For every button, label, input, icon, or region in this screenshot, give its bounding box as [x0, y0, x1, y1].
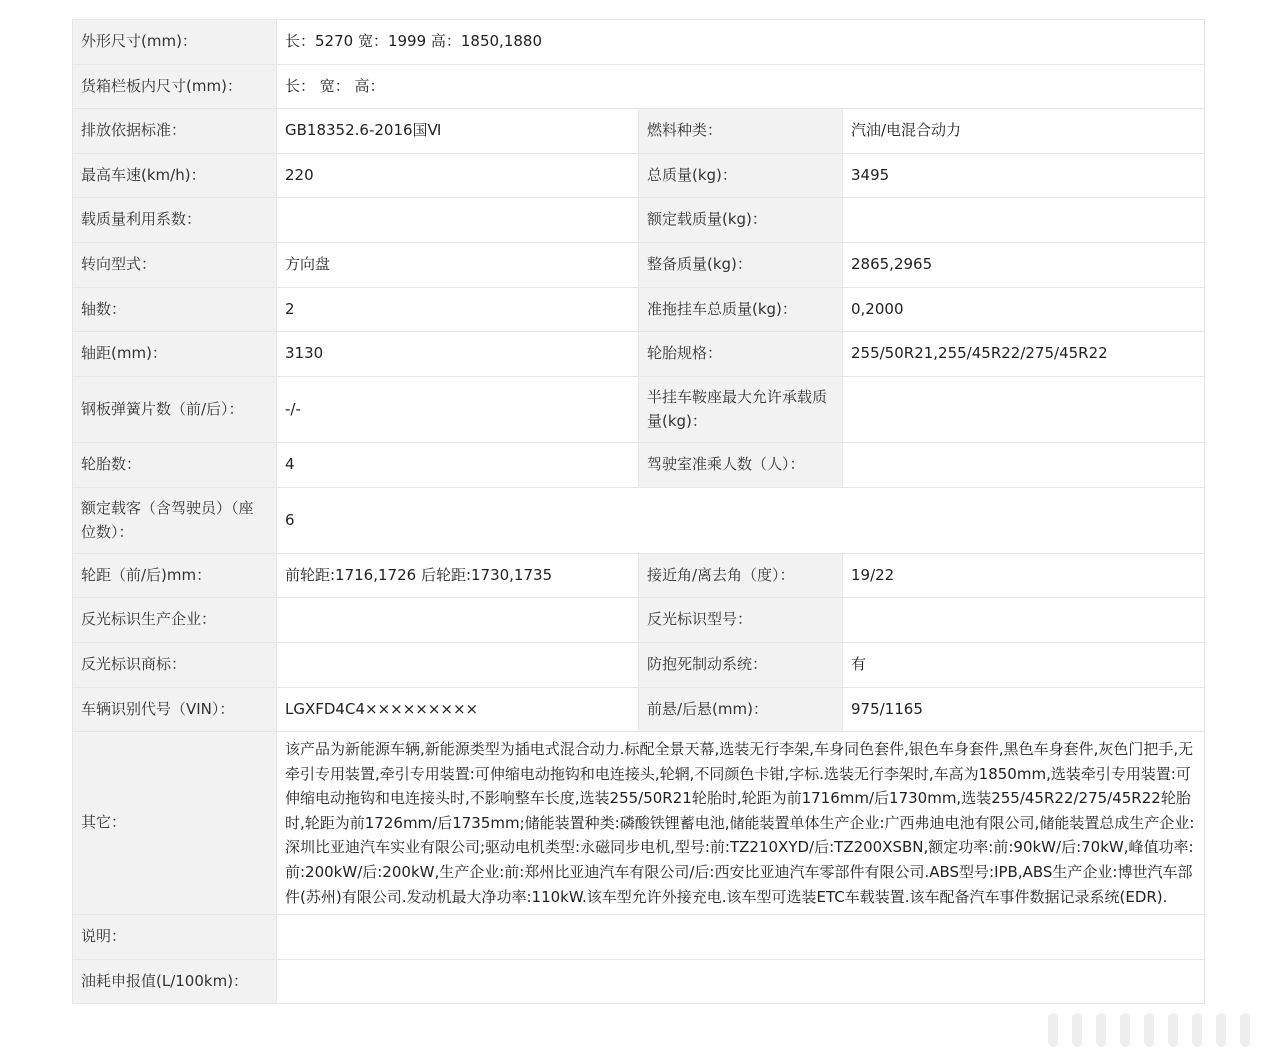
value-other: 该产品为新能源车辆,新能源类型为插电式混合动力.标配全景天幕,选装无行李架,车身同色套件,银色车身套件,黑色车身套件,灰色门把手,无牵引专用装置,牵引专用装置:可伸缩电动拖钩和电连接头,轮辋,不同颜色卡钳,字标.选装无行李架时,车高为1850mm,选装牵引专用装置:可伸缩电动拖钩和电连接头时,不影响整车长度,选装255/50R21轮胎时,轮距为前1716mm/后1730mm,选装255/45R22/275/45R22轮胎时,轮距为前1726mm/后1735mm;储能装置种类:磷酸铁锂蓄电池,储能装置单体生产企业:广西弗迪电池有限公司,储能装置总成生产企业:深圳比亚迪汽车实业有限公司;驱动电机类型:永磁同步电机,型号:前:TZ210XYD/后:TZ200XSBN,额定功率:前:90kW/后:70kW,峰值功率:前:200kW/后:200kW,生产企业:前:郑州比亚迪汽车有限公司/后:西安比亚迪汽车零部件有限公司.ABS型号:IPB,ABS生产企业:博世汽车部件(苏州)有限公司.发动机最大净功率:110kW.该车型允许外接充电.该车型可选装ETC车载装置.该车配备汽车事件数据记录系统(EDR).	[277, 732, 1205, 915]
label-cab-occupants: 驾驶室准乘人数（人）：	[639, 442, 843, 487]
watermark-bar-icon	[1144, 1013, 1154, 1047]
label-reflective-brand: 反光标识商标：	[73, 642, 277, 687]
value-fuel-type: 汽油/电混合动力	[843, 109, 1205, 154]
value-cargo-box-dimensions: 长： 宽： 高：	[277, 64, 1205, 109]
value-emission-standard: GB18352.6-2016国Ⅵ	[277, 109, 639, 154]
value-dimensions: 长：5270 宽：1999 高：1850,1880	[277, 20, 1205, 65]
value-remarks	[277, 915, 1205, 960]
value-saddle-load	[843, 376, 1205, 442]
label-abs: 防抱死制动系统：	[639, 642, 843, 687]
label-load-coefficient: 载质量利用系数：	[73, 198, 277, 243]
label-approach-departure-angle: 接近角/离去角（度）：	[639, 553, 843, 598]
label-other: 其它：	[73, 732, 277, 915]
label-steering-type: 转向型式：	[73, 242, 277, 287]
value-wheelbase: 3130	[277, 332, 639, 377]
row-load-coefficient	[73, 198, 1205, 243]
row-emission-fuel	[73, 109, 1205, 154]
label-tire-count: 轮胎数：	[73, 442, 277, 487]
watermark-bar-icon	[1048, 1013, 1058, 1047]
value-track-width: 前轮距:1716,1726 后轮距:1730,1735	[277, 553, 639, 598]
row-reflective-maker	[73, 598, 1205, 643]
value-vin: LGXFD4C4×××××××××	[277, 687, 639, 732]
label-track-width: 轮距（前/后)mm：	[73, 553, 277, 598]
watermark-bar-icon	[1168, 1013, 1178, 1047]
row-tire-count-cab	[73, 442, 1205, 487]
row-axles-trailer	[73, 287, 1205, 332]
value-approach-departure-angle: 19/22	[843, 553, 1205, 598]
watermark-bar-icon	[1240, 1013, 1250, 1047]
value-load-coefficient	[277, 198, 639, 243]
label-dimensions: 外形尺寸(mm)：	[73, 20, 277, 65]
label-emission-standard: 排放依据标准：	[73, 109, 277, 154]
watermark-bar-icon	[1216, 1013, 1226, 1047]
label-curb-mass: 整备质量(kg)：	[639, 242, 843, 287]
value-reflective-brand	[277, 642, 639, 687]
vehicle-spec-table	[72, 19, 1205, 1004]
value-trailer-mass: 0,2000	[843, 287, 1205, 332]
label-remarks: 说明：	[73, 915, 277, 960]
value-cab-occupants	[843, 442, 1205, 487]
value-curb-mass: 2865,2965	[843, 242, 1205, 287]
row-cargo-box-dimensions	[73, 64, 1205, 109]
row-track-angles	[73, 553, 1205, 598]
value-fuel-consumption	[277, 959, 1205, 1004]
label-vin: 车辆识别代号（VIN）：	[73, 687, 277, 732]
label-fuel-consumption: 油耗申报值(L/100km)：	[73, 959, 277, 1004]
label-overhang: 前悬/后悬(mm)：	[639, 687, 843, 732]
value-steering-type: 方向盘	[277, 242, 639, 287]
row-dimensions	[73, 20, 1205, 65]
label-tire-spec: 轮胎规格：	[639, 332, 843, 377]
row-vin-overhang	[73, 687, 1205, 732]
row-wheelbase-tires	[73, 332, 1205, 377]
row-other	[73, 732, 1205, 915]
row-seating	[73, 487, 1205, 553]
value-tire-spec: 255/50R21,255/45R22/275/45R22	[843, 332, 1205, 377]
value-tire-count: 4	[277, 442, 639, 487]
watermark-bar-icon	[1120, 1013, 1130, 1047]
row-springs-saddle	[73, 376, 1205, 442]
label-trailer-mass: 准拖挂车总质量(kg)：	[639, 287, 843, 332]
watermark-bar-icon	[1072, 1013, 1082, 1047]
label-saddle-load: 半挂车鞍座最大允许承载质量(kg)：	[639, 376, 843, 442]
value-total-mass: 3495	[843, 153, 1205, 198]
row-fuel-consumption	[73, 959, 1205, 1004]
label-reflective-maker: 反光标识生产企业：	[73, 598, 277, 643]
row-reflective-brand-abs	[73, 642, 1205, 687]
label-total-mass: 总质量(kg)：	[639, 153, 843, 198]
label-reflective-model: 反光标识型号：	[639, 598, 843, 643]
value-max-speed: 220	[277, 153, 639, 198]
value-overhang: 975/1165	[843, 687, 1205, 732]
watermark-bar-icon	[1096, 1013, 1106, 1047]
label-rated-load: 额定载质量(kg)：	[639, 198, 843, 243]
label-leaf-springs: 钢板弹簧片数（前/后）：	[73, 376, 277, 442]
value-reflective-model	[843, 598, 1205, 643]
value-axle-count: 2	[277, 287, 639, 332]
value-rated-load	[843, 198, 1205, 243]
label-seating-capacity: 额定载客（含驾驶员）（座位数）：	[73, 487, 277, 553]
value-leaf-springs: -/-	[277, 376, 639, 442]
label-max-speed: 最高车速(km/h)：	[73, 153, 277, 198]
value-seating-capacity: 6	[277, 487, 1205, 553]
watermark-bar-icon	[1192, 1013, 1202, 1047]
row-remarks	[73, 915, 1205, 960]
row-speed-mass	[73, 153, 1205, 198]
label-wheelbase: 轴距(mm)：	[73, 332, 277, 377]
label-fuel-type: 燃料种类：	[639, 109, 843, 154]
value-reflective-maker	[277, 598, 639, 643]
row-steering-curb	[73, 242, 1205, 287]
value-abs: 有	[843, 642, 1205, 687]
label-cargo-box-dimensions: 货箱栏板内尺寸(mm)：	[73, 64, 277, 109]
label-axle-count: 轴数：	[73, 287, 277, 332]
